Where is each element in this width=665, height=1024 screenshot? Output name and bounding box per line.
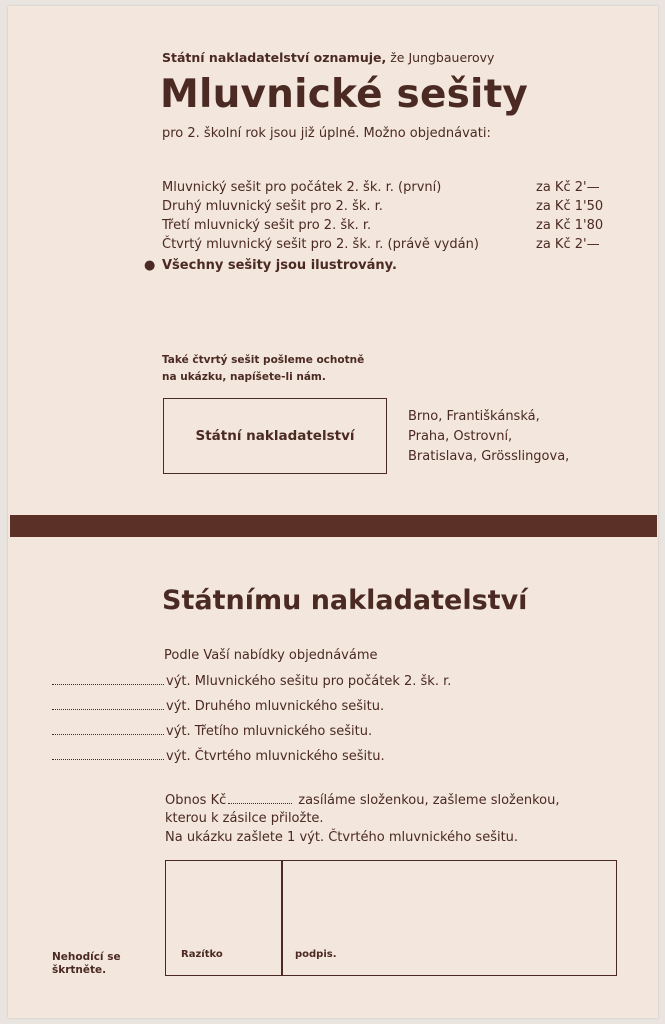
amount-blank[interactable] (228, 803, 292, 804)
perforation-band (10, 515, 657, 537)
list-item-name: Mluvnický sešit pro počátek 2. šk. r. (první) (162, 180, 442, 195)
list-item-price: za Kč 2'— (536, 180, 600, 195)
order-row (52, 724, 372, 739)
payment-line2: kterou k zásilce přiložte. (165, 811, 324, 826)
order-row (52, 749, 385, 764)
address-bratislava: Bratislava, Grösslingova, (408, 449, 570, 464)
intro-line (162, 50, 494, 65)
list-item-name: Třetí mluvnický sešit pro 2. šk. r. (162, 218, 372, 233)
publisher-box-label: Státní nakladatelství (195, 428, 355, 444)
intro-rest: že Jungbauerovy (390, 50, 495, 65)
illustrated-note: Všechny sešity jsou ilustrovány. (162, 258, 397, 273)
stamp-label: Razítko (181, 949, 223, 960)
quantity-blank[interactable] (52, 734, 164, 735)
order-intro: Podle Vaší nabídky objednáváme (164, 648, 378, 663)
order-row-label: výt. Mluvnického sešitu pro počátek 2. šk. r. (166, 674, 452, 689)
quantity-blank[interactable] (52, 684, 164, 685)
quantity-blank[interactable] (52, 759, 164, 760)
payment-prefix: Obnos Kč (165, 793, 227, 808)
sample-request: Na ukázku zašlete 1 výt. Čtvrtého mluvnického sešitu. (165, 830, 519, 845)
sample-note-line1: Také čtvrtý sešit pošleme ochotně (162, 354, 365, 366)
box-divider (281, 860, 283, 976)
list-item-price: za Kč 2'— (536, 237, 600, 252)
order-row-label: výt. Čtvrtého mluvnického sešitu. (166, 749, 385, 764)
order-form-title: Státnímu nakladatelství (162, 585, 528, 616)
list-item-price: za Kč 1'50 (536, 199, 604, 214)
list-item-name: Druhý mluvnický sešit pro 2. šk. r. (162, 199, 383, 214)
order-row (52, 674, 451, 689)
address-brno: Brno, Františkánská, (408, 409, 540, 424)
page-title: Mluvnické sešity (160, 72, 529, 117)
order-row-label: výt. Třetího mluvnického sešitu. (166, 724, 373, 739)
list-item-name: Čtvrtý mluvnický sešit pro 2. šk. r. (právě vydán) (162, 237, 479, 252)
sample-note-line2: na ukázku, napíšete-li nám. (162, 371, 326, 383)
stamp-signature-box (165, 860, 617, 976)
intro-bold: Státní nakladatelství oznamuje, (162, 50, 387, 65)
payment-suffix: zasíláme složenkou, zašleme složenkou, (298, 793, 560, 808)
publisher-box (163, 398, 387, 474)
address-praha: Praha, Ostrovní, (408, 429, 513, 444)
order-row (52, 699, 384, 714)
list-item-price: za Kč 1'80 (536, 218, 604, 233)
quantity-blank[interactable] (52, 709, 164, 710)
payment-line (165, 793, 560, 808)
signature-label: podpis. (295, 949, 337, 960)
subtitle: pro 2. školní rok jsou již úplné. Možno objednávati: (162, 126, 491, 141)
cross-out-note: Nehodící se škrtněte. (52, 951, 121, 976)
order-row-label: výt. Druhého mluvnického sešitu. (166, 699, 385, 714)
bullet-icon: ● (144, 258, 156, 273)
